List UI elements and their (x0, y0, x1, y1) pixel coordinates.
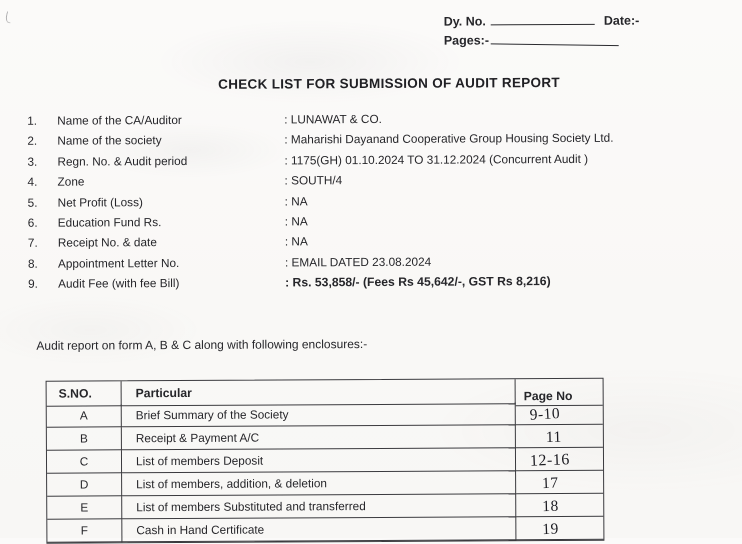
table-cell-sno: C (47, 450, 122, 473)
item-value: : 1175(GH) 01.10.2024 TO 31.12.2024 (Concurrent Audit ) (284, 148, 727, 171)
table-header-page-no: Page No (516, 379, 603, 406)
table-header-sno: S.NO. (47, 381, 122, 406)
item-value: : Rs. 53,858/- (Fees Rs 45,642/-, GST Rs 8,216) (285, 270, 728, 293)
item-value: : EMAIL DATED 23.08.2024 (285, 250, 728, 273)
handwritten-page-number: 9-10 (523, 405, 560, 425)
dy-no-line (444, 12, 640, 32)
table-cell-sno: E (47, 496, 122, 519)
handwritten-page-number: 18 (524, 498, 559, 517)
table-cell-sno: F (47, 519, 122, 542)
table-header-particular: Particular (122, 379, 516, 406)
item-label: Audit Fee (with fee Bill) (58, 273, 285, 295)
table-cell-sno: B (47, 427, 122, 450)
item-number: 9. (28, 274, 58, 295)
pages-line (444, 31, 640, 51)
item-number: 1. (27, 111, 57, 132)
handwritten-page-number: 12-16 (524, 451, 571, 471)
table-cell-page (516, 425, 603, 448)
handwritten-page-number: 19 (524, 520, 559, 539)
table-cell-sno: D (47, 473, 122, 496)
pages-label: Pages:- (444, 33, 489, 47)
dy-no-block (444, 12, 640, 51)
item-number: 4. (27, 172, 57, 193)
table-cell-page (516, 517, 603, 540)
item-label: Zone (57, 171, 284, 193)
date-label: Date:- (604, 14, 639, 28)
dy-no-blank-field (491, 13, 595, 26)
table-cell-page (516, 402, 603, 425)
item-value: : NA (285, 229, 728, 252)
handwritten-page-number: 17 (524, 474, 559, 493)
table-cell-particular: List of members Deposit (122, 448, 516, 473)
checklist-item (28, 270, 728, 294)
item-value: : LUNAWAT & CO. (284, 107, 727, 130)
item-number: 2. (27, 131, 57, 152)
item-value: : NA (285, 209, 728, 232)
pen-mark (4, 11, 12, 23)
table-cell-page (516, 448, 603, 471)
item-label: Education Fund Rs. (58, 211, 285, 233)
pages-blank-field (491, 32, 619, 46)
enclosures-table (46, 378, 605, 544)
item-number: 6. (28, 213, 58, 234)
table-cell-particular: Cash in Hand Certificate (122, 517, 516, 542)
item-number: 7. (28, 233, 58, 254)
checklist (27, 107, 728, 294)
table-cell-particular: Brief Summary of the Society (122, 402, 516, 427)
item-number: 8. (28, 253, 58, 274)
item-label: Name of the society (57, 130, 284, 152)
item-label: Appointment Letter No. (58, 252, 285, 274)
item-label: Regn. No. & Audit period (57, 150, 284, 172)
document-title: CHECK LIST FOR SUBMISSION OF AUDIT REPORT (18, 74, 742, 93)
table-cell-particular: List of members, addition, & deletion (122, 471, 516, 496)
item-label: Receipt No. & date (58, 232, 285, 254)
item-number: 5. (28, 192, 58, 213)
dy-no-label: Dy. No. (444, 14, 486, 28)
table-cell-page (516, 471, 603, 494)
table-cell-particular: List of members Substituted and transferred (122, 494, 516, 519)
item-value: : Maharishi Dayanand Cooperative Group Housing Society Ltd. (284, 128, 727, 151)
table-cell-sno: A (47, 404, 122, 427)
item-value: : SOUTH/4 (284, 168, 727, 191)
item-label: Name of the CA/Auditor (57, 109, 284, 131)
enclosures-line: Audit report on form A, B & C along with following enclosures:- (36, 337, 367, 353)
item-number: 3. (27, 151, 57, 172)
table-cell-particular: Receipt & Payment A/C (122, 425, 516, 450)
item-label: Net Profit (Loss) (58, 191, 285, 213)
item-value: : NA (285, 189, 728, 212)
table-cell-page (516, 494, 603, 517)
handwritten-page-number: 11 (524, 429, 562, 448)
